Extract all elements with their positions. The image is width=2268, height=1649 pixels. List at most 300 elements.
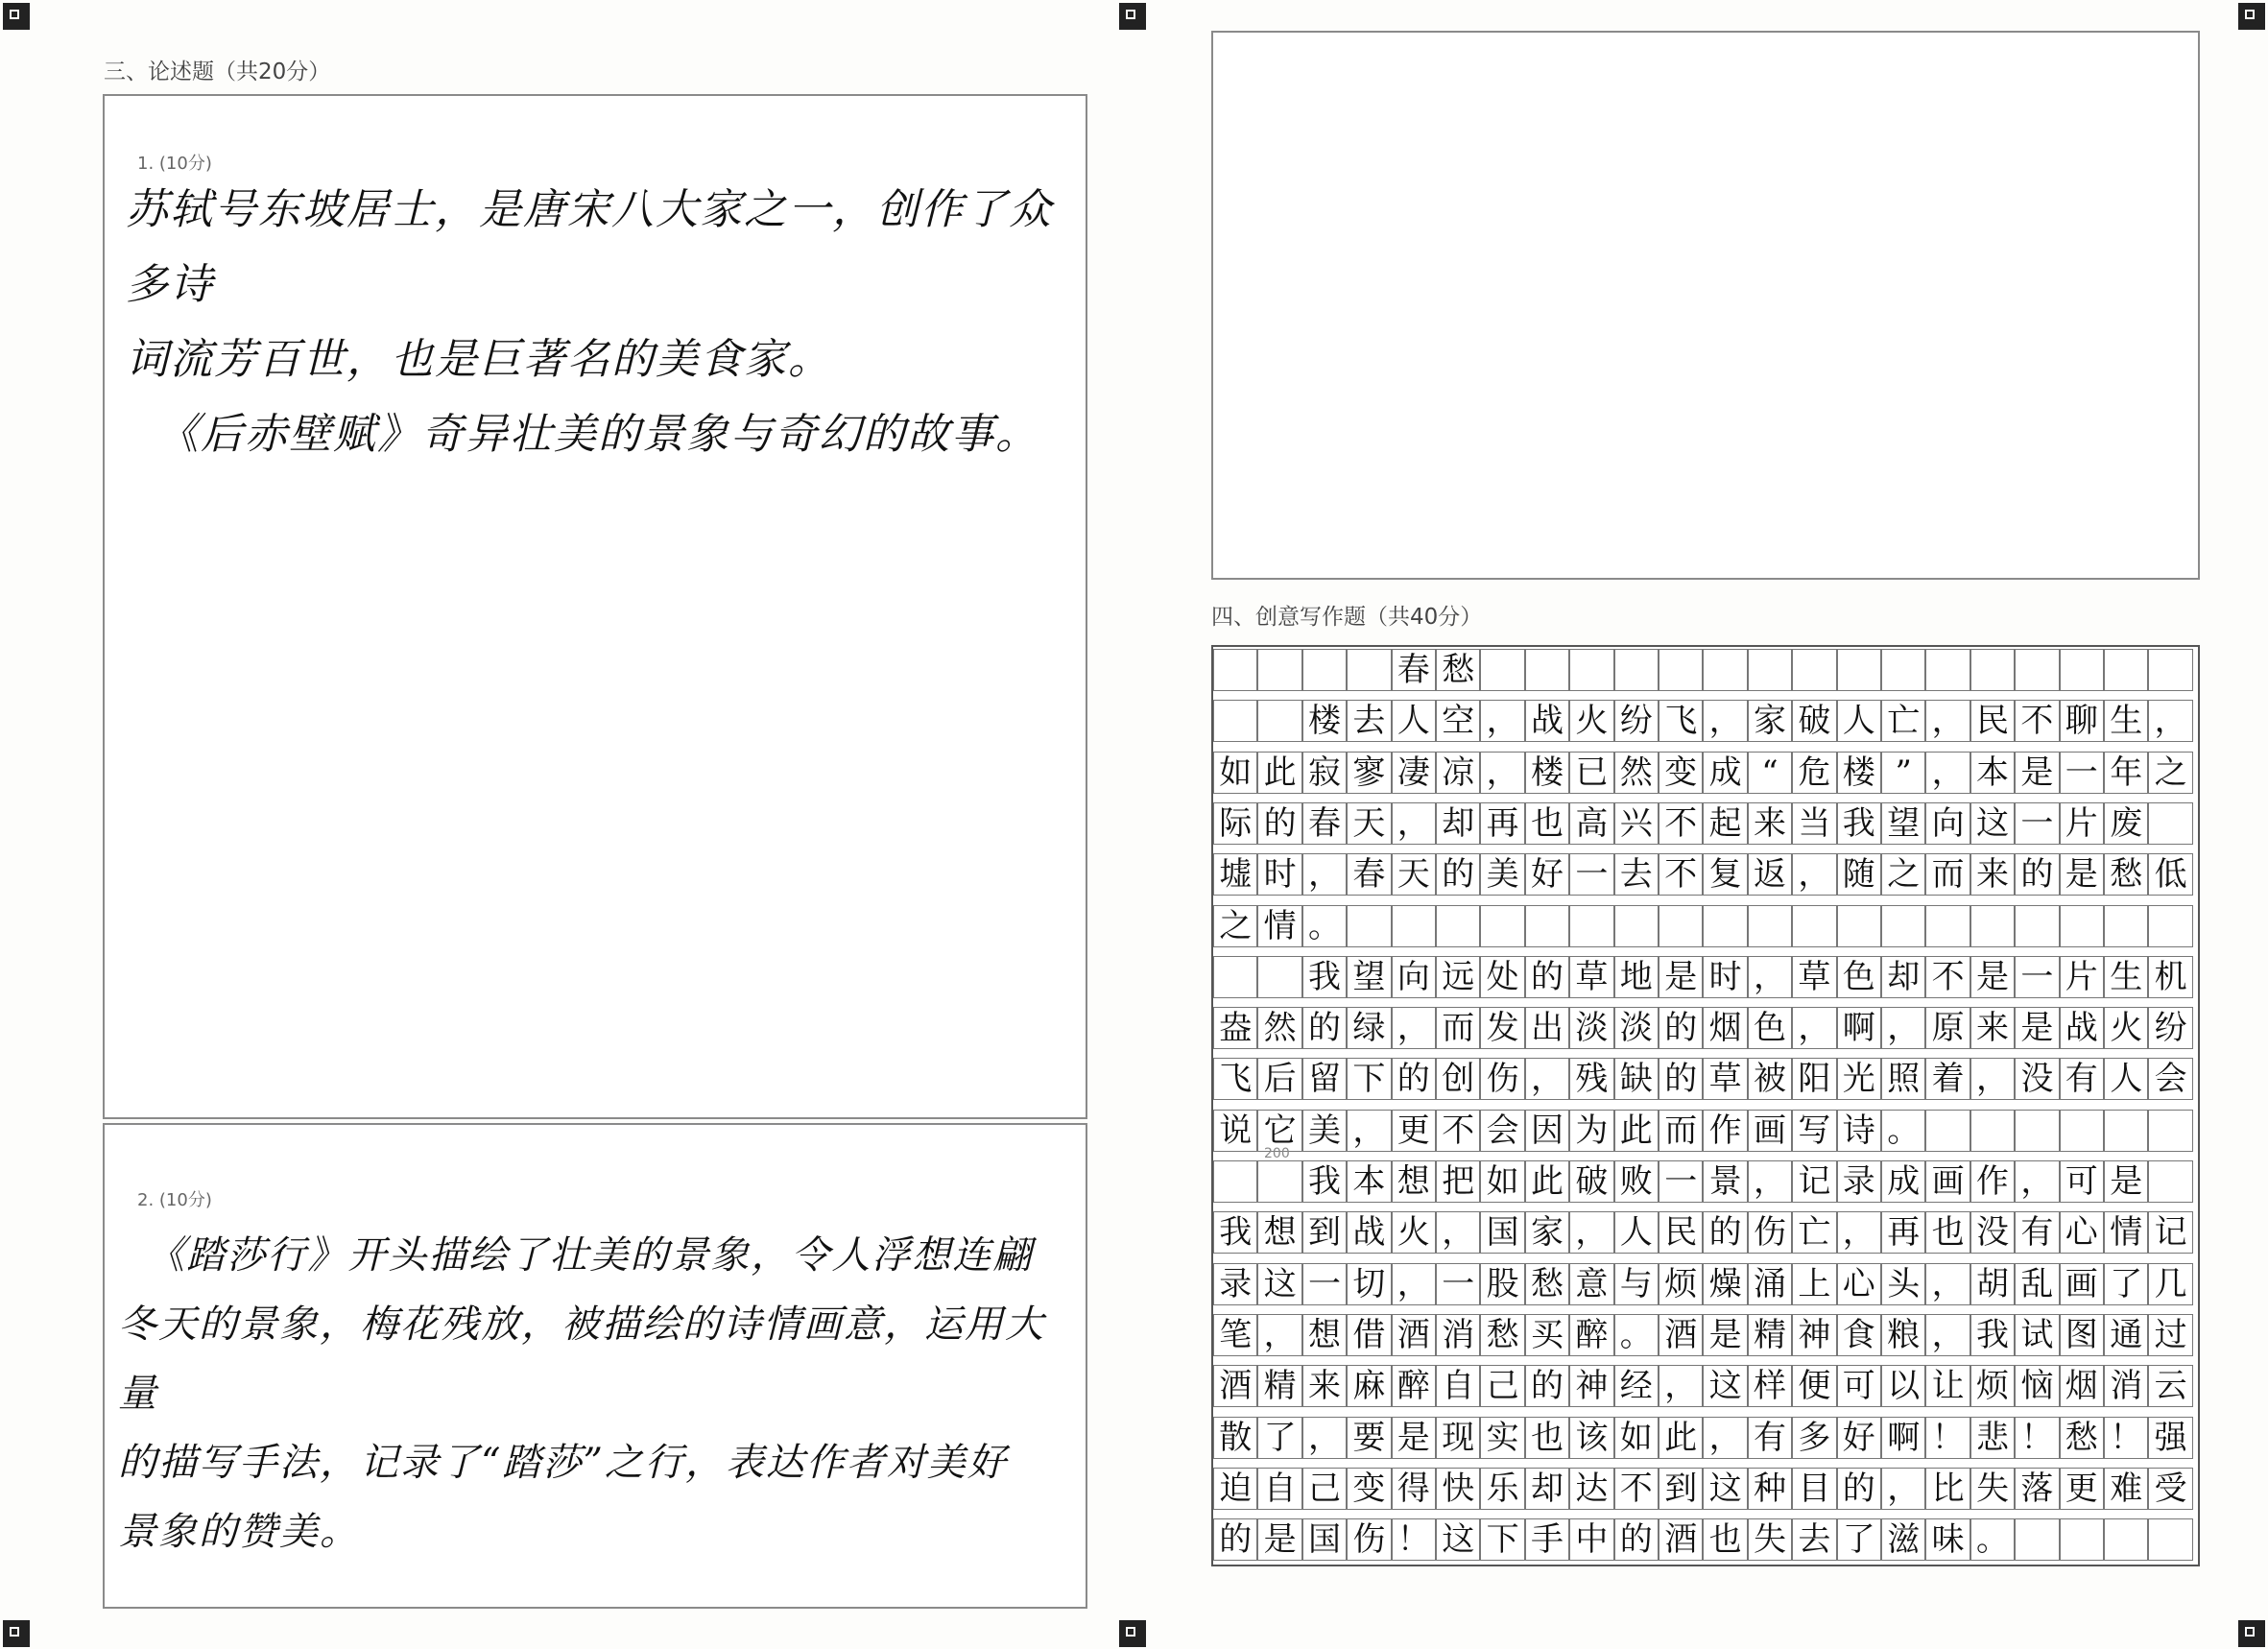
grid-cell: 伤 bbox=[1347, 1518, 1391, 1561]
grid-cell: 股 bbox=[1480, 1263, 1524, 1305]
grid-cell: 与 bbox=[1614, 1263, 1659, 1305]
grid-cell: 把 bbox=[1436, 1160, 1480, 1203]
grid-cell: 作 bbox=[1970, 1160, 2015, 1203]
grid-cell: 图 bbox=[2060, 1314, 2104, 1356]
grid-cell bbox=[1213, 956, 1257, 998]
grid-cell: 的 bbox=[1659, 1058, 1703, 1100]
answer-box-q2[interactable] bbox=[103, 1123, 1087, 1609]
grid-cell: 望 bbox=[1881, 802, 1925, 845]
grid-cell: ， bbox=[1480, 700, 1524, 742]
grid-cell: 经 bbox=[1614, 1365, 1659, 1407]
grid-cell: 好 bbox=[1837, 1417, 1881, 1459]
continuation-answer-box[interactable] bbox=[1211, 31, 2200, 580]
grid-cell: 人 bbox=[2104, 1058, 2148, 1100]
grid-cell: 而 bbox=[1925, 853, 1970, 896]
grid-cell: 草 bbox=[1569, 956, 1613, 998]
grid-cell: 记 bbox=[1792, 1160, 1836, 1203]
grid-cell: 心 bbox=[1837, 1263, 1881, 1305]
grid-cell bbox=[1837, 905, 1881, 947]
grid-cell: 火 bbox=[1392, 1211, 1436, 1254]
grid-cell: 国 bbox=[1480, 1211, 1524, 1254]
grid-cell: 快 bbox=[1436, 1468, 1480, 1510]
grid-cell: 春 bbox=[1302, 802, 1347, 845]
grid-cell: 不 bbox=[1436, 1110, 1480, 1152]
grid-cell: 不 bbox=[1659, 853, 1703, 896]
grid-cell: 不 bbox=[1925, 956, 1970, 998]
grid-cell: 然 bbox=[1614, 752, 1659, 794]
grid-cell: 己 bbox=[1480, 1365, 1524, 1407]
grid-cell: ， bbox=[1347, 1110, 1391, 1152]
grid-cell: 的 bbox=[1525, 1365, 1569, 1407]
grid-cell bbox=[2015, 905, 2059, 947]
grid-cell: 酒 bbox=[1213, 1365, 1257, 1407]
grid-cell: 本 bbox=[1347, 1160, 1391, 1203]
grid-cell: 是 bbox=[2015, 752, 2059, 794]
grid-cell: 凄 bbox=[1392, 752, 1436, 794]
grid-cell: 家 bbox=[1525, 1211, 1569, 1254]
grid-cell: 原 bbox=[1925, 1007, 1970, 1049]
grid-cell: ， bbox=[1703, 700, 1747, 742]
grid-cell: 散 bbox=[1213, 1417, 1257, 1459]
grid-cell: 作 bbox=[1703, 1110, 1747, 1152]
grid-cell: 切 bbox=[1347, 1263, 1391, 1305]
grid-cell: 样 bbox=[1748, 1365, 1792, 1407]
grid-cell: 一 bbox=[1569, 853, 1613, 896]
grid-cell: 春 bbox=[1392, 649, 1436, 691]
grid-cell: 自 bbox=[1257, 1468, 1301, 1510]
grid-cell: 一 bbox=[2015, 802, 2059, 845]
grid-cell: 处 bbox=[1480, 956, 1524, 998]
grid-cell: 这 bbox=[1703, 1365, 1747, 1407]
grid-cell bbox=[1925, 905, 1970, 947]
grid-cell bbox=[2148, 1110, 2192, 1152]
grid-cell bbox=[1213, 1160, 1257, 1203]
grid-cell: 伤 bbox=[1480, 1058, 1524, 1100]
grid-row bbox=[1213, 752, 2198, 802]
grid-cell: 强 bbox=[2148, 1417, 2192, 1459]
grid-cell: 的 bbox=[1213, 1518, 1257, 1561]
grid-cell: ！ bbox=[2104, 1417, 2148, 1459]
grid-cell bbox=[1970, 1110, 2015, 1152]
grid-row bbox=[1213, 649, 2198, 700]
grid-cell: 更 bbox=[1392, 1110, 1436, 1152]
grid-row bbox=[1213, 1110, 2198, 1160]
grid-cell: 这 bbox=[1257, 1263, 1301, 1305]
grid-cell: 起 bbox=[1703, 802, 1747, 845]
grid-cell: 再 bbox=[1881, 1211, 1925, 1254]
grid-cell: 发 bbox=[1480, 1007, 1524, 1049]
grid-row bbox=[1213, 956, 2198, 1007]
grid-cell: ， bbox=[1659, 1365, 1703, 1407]
grid-cell: ， bbox=[1881, 1468, 1925, 1510]
grid-cell: 楼 bbox=[1837, 752, 1881, 794]
grid-cell bbox=[1659, 649, 1703, 691]
grid-cell: 本 bbox=[1970, 752, 2015, 794]
grid-cell: 的 bbox=[1614, 1518, 1659, 1561]
grid-row bbox=[1213, 1007, 2198, 1058]
grid-cell: 远 bbox=[1436, 956, 1480, 998]
grid-cell: 难 bbox=[2104, 1468, 2148, 1510]
grid-row bbox=[1213, 1518, 2198, 1569]
grid-cell: 却 bbox=[1525, 1468, 1569, 1510]
grid-cell: 是 bbox=[1659, 956, 1703, 998]
grid-cell: ， bbox=[1792, 853, 1836, 896]
corner-marker bbox=[1119, 3, 1146, 30]
grid-cell bbox=[1302, 649, 1347, 691]
grid-cell bbox=[1525, 905, 1569, 947]
grid-cell: 却 bbox=[1881, 956, 1925, 998]
grid-cell: 醉 bbox=[1569, 1314, 1613, 1356]
grid-cell: 精 bbox=[1257, 1365, 1301, 1407]
grid-cell: 是 bbox=[1257, 1518, 1301, 1561]
corner-marker bbox=[1119, 1620, 1146, 1647]
grid-cell: 。 bbox=[1970, 1518, 2015, 1561]
grid-cell: 手 bbox=[1525, 1518, 1569, 1561]
grid-cell: 来 bbox=[1970, 1007, 2015, 1049]
grid-cell: 情 bbox=[1257, 905, 1301, 947]
grid-cell: 变 bbox=[1347, 1468, 1391, 1510]
grid-cell: 了 bbox=[1837, 1518, 1881, 1561]
grid-cell: 通 bbox=[2104, 1314, 2148, 1356]
grid-cell: 来 bbox=[1970, 853, 2015, 896]
grid-cell: 烟 bbox=[2060, 1365, 2104, 1407]
grid-cell: 愁 bbox=[2104, 853, 2148, 896]
grid-cell bbox=[1436, 905, 1480, 947]
grid-cell: 破 bbox=[1569, 1160, 1613, 1203]
grid-cell bbox=[2148, 802, 2192, 845]
grid-cell: 几 bbox=[2148, 1263, 2192, 1305]
grid-cell: 楼 bbox=[1525, 752, 1569, 794]
grid-cell: 它 bbox=[1257, 1110, 1301, 1152]
grid-cell: 兴 bbox=[1614, 802, 1659, 845]
grid-cell: 飞 bbox=[1213, 1058, 1257, 1100]
grid-cell: 迫 bbox=[1213, 1468, 1257, 1510]
grid-cell: 恼 bbox=[2015, 1365, 2059, 1407]
grid-cell: 。 bbox=[1881, 1110, 1925, 1152]
grid-row bbox=[1213, 1058, 2198, 1109]
grid-cell: 。 bbox=[1614, 1314, 1659, 1356]
grid-cell: 草 bbox=[1792, 956, 1836, 998]
grid-cell: 如 bbox=[1213, 752, 1257, 794]
grid-cell: ， bbox=[1703, 1417, 1747, 1459]
grid-cell: 情 bbox=[2104, 1211, 2148, 1254]
grid-cell: 烦 bbox=[1970, 1365, 2015, 1407]
grid-cell bbox=[2148, 1160, 2192, 1203]
grid-cell: 中 bbox=[1569, 1518, 1613, 1561]
grid-cell: 却 bbox=[1436, 802, 1480, 845]
grid-cell: 返 bbox=[1748, 853, 1792, 896]
grid-cell bbox=[2104, 1518, 2148, 1561]
grid-cell: 此 bbox=[1257, 752, 1301, 794]
grid-cell: 不 bbox=[1614, 1468, 1659, 1510]
grid-cell: 受 bbox=[2148, 1468, 2192, 1510]
grid-cell: 可 bbox=[2060, 1160, 2104, 1203]
grid-cell: 不 bbox=[2015, 700, 2059, 742]
grid-cell: 是 bbox=[1970, 956, 2015, 998]
grid-cell: 。 bbox=[1302, 905, 1347, 947]
grid-cell: 盎 bbox=[1213, 1007, 1257, 1049]
grid-cell: 时 bbox=[1703, 956, 1747, 998]
grid-cell: 是 bbox=[1392, 1417, 1436, 1459]
grid-cell: 的 bbox=[1392, 1058, 1436, 1100]
grid-cell bbox=[1257, 649, 1301, 691]
grid-cell bbox=[1257, 1160, 1301, 1203]
grid-cell: 也 bbox=[1525, 802, 1569, 845]
grid-cell: 天 bbox=[1392, 853, 1436, 896]
grid-cell: 画 bbox=[1925, 1160, 1970, 1203]
grid-cell: 没 bbox=[1970, 1211, 2015, 1254]
grid-cell: 战 bbox=[1347, 1211, 1391, 1254]
grid-cell: 了 bbox=[1257, 1417, 1301, 1459]
grid-cell: 败 bbox=[1614, 1160, 1659, 1203]
grid-cell: 自 bbox=[1436, 1365, 1480, 1407]
grid-cell: 随 bbox=[1837, 853, 1881, 896]
grid-cell bbox=[1970, 649, 2015, 691]
grid-row bbox=[1213, 1365, 2198, 1416]
grid-cell: 这 bbox=[1436, 1518, 1480, 1561]
grid-cell: 消 bbox=[2104, 1365, 2148, 1407]
grid-cell: 而 bbox=[1659, 1110, 1703, 1152]
grid-cell: ， bbox=[1392, 802, 1436, 845]
grid-cell: ， bbox=[1970, 1058, 2015, 1100]
grid-cell bbox=[1925, 649, 1970, 691]
grid-cell: 落 bbox=[2015, 1468, 2059, 1510]
grid-row bbox=[1213, 1314, 2198, 1365]
corner-marker bbox=[2238, 1620, 2265, 1647]
grid-cell: 我 bbox=[1837, 802, 1881, 845]
grid-cell: 来 bbox=[1302, 1365, 1347, 1407]
grid-cell: 一 bbox=[2015, 956, 2059, 998]
grid-cell: 我 bbox=[1970, 1314, 2015, 1356]
grid-cell: 味 bbox=[1925, 1518, 1970, 1561]
grid-cell: 也 bbox=[1925, 1211, 1970, 1254]
grid-cell: 神 bbox=[1792, 1314, 1836, 1356]
grid-cell: 到 bbox=[1302, 1211, 1347, 1254]
grid-cell: 民 bbox=[1970, 700, 2015, 742]
grid-cell: 达 bbox=[1569, 1468, 1613, 1510]
grid-cell: 有 bbox=[2015, 1211, 2059, 1254]
grid-cell: 春 bbox=[1347, 853, 1391, 896]
grid-cell: 一 bbox=[1436, 1263, 1480, 1305]
grid-row bbox=[1213, 905, 2198, 956]
grid-cell: 滋 bbox=[1881, 1518, 1925, 1561]
grid-cell: 破 bbox=[1792, 700, 1836, 742]
grid-cell: 酒 bbox=[1392, 1314, 1436, 1356]
grid-cell bbox=[1837, 649, 1881, 691]
grid-cell: 实 bbox=[1480, 1417, 1524, 1459]
grid-cell: 凉 bbox=[1436, 752, 1480, 794]
grid-cell: ， bbox=[1525, 1058, 1569, 1100]
grid-cell: 纷 bbox=[2148, 1007, 2192, 1049]
grid-cell: 愁 bbox=[1480, 1314, 1524, 1356]
grid-cell: 美 bbox=[1480, 853, 1524, 896]
grid-cell bbox=[2104, 1110, 2148, 1152]
grid-cell bbox=[1925, 1110, 1970, 1152]
grid-cell: 愁 bbox=[2060, 1417, 2104, 1459]
grid-cell: 战 bbox=[1525, 700, 1569, 742]
grid-row bbox=[1213, 1211, 2198, 1262]
grid-cell: 录 bbox=[1837, 1160, 1881, 1203]
grid-cell: 如 bbox=[1614, 1417, 1659, 1459]
grid-cell: 飞 bbox=[1659, 700, 1703, 742]
grid-cell: 美 bbox=[1302, 1110, 1347, 1152]
grid-cell: 出 bbox=[1525, 1007, 1569, 1049]
grid-cell: 地 bbox=[1614, 956, 1659, 998]
grid-cell bbox=[1525, 649, 1569, 691]
grid-cell bbox=[1703, 905, 1747, 947]
grid-cell: 愁 bbox=[1436, 649, 1480, 691]
grid-cell: 淡 bbox=[1614, 1007, 1659, 1049]
grid-cell: ！ bbox=[2015, 1417, 2059, 1459]
grid-cell: 当 bbox=[1792, 802, 1836, 845]
grid-cell: 聊 bbox=[2060, 700, 2104, 742]
grid-cell bbox=[2015, 649, 2059, 691]
grid-cell bbox=[1703, 649, 1747, 691]
grid-cell: ！ bbox=[1925, 1417, 1970, 1459]
grid-cell bbox=[1881, 905, 1925, 947]
grid-cell: 消 bbox=[1436, 1314, 1480, 1356]
grid-cell: 会 bbox=[2148, 1058, 2192, 1100]
grid-cell: 我 bbox=[1213, 1211, 1257, 1254]
grid-cell: 会 bbox=[1480, 1110, 1524, 1152]
grid-cell: 我 bbox=[1302, 1160, 1347, 1203]
grid-cell bbox=[1569, 649, 1613, 691]
grid-cell: 时 bbox=[1257, 853, 1301, 896]
grid-cell: 说 bbox=[1213, 1110, 1257, 1152]
grid-cell: 该 bbox=[1569, 1417, 1613, 1459]
grid-cell bbox=[2060, 1110, 2104, 1152]
grid-cell: 过 bbox=[2148, 1314, 2192, 1356]
corner-marker bbox=[3, 1620, 30, 1647]
grid-cell: ， bbox=[1302, 1417, 1347, 1459]
grid-cell: 好 bbox=[1525, 853, 1569, 896]
grid-cell: 火 bbox=[2104, 1007, 2148, 1049]
grid-cell: 的 bbox=[1436, 853, 1480, 896]
grid-cell: ， bbox=[1392, 1007, 1436, 1049]
grid-cell: ， bbox=[1881, 1007, 1925, 1049]
grid-cell: 现 bbox=[1436, 1417, 1480, 1459]
grid-cell: 可 bbox=[1837, 1365, 1881, 1407]
grid-cell: 画 bbox=[2060, 1263, 2104, 1305]
grid-cell: 的 bbox=[1257, 802, 1301, 845]
grid-cell: ， bbox=[1302, 853, 1347, 896]
grid-cell bbox=[1614, 649, 1659, 691]
grid-cell: 墟 bbox=[1213, 853, 1257, 896]
section-4-title: 四、创意写作题（共40分） bbox=[1211, 605, 1483, 630]
grid-cell: 此 bbox=[1659, 1417, 1703, 1459]
grid-row bbox=[1213, 1417, 2198, 1468]
grid-cell bbox=[1970, 905, 2015, 947]
section-3-title: 三、论述题（共20分） bbox=[104, 60, 331, 84]
grid-cell: ， bbox=[1392, 1263, 1436, 1305]
grid-cell: 诗 bbox=[1837, 1110, 1881, 1152]
grid-cell: 想 bbox=[1302, 1314, 1347, 1356]
grid-cell: ， bbox=[1925, 1314, 1970, 1356]
grid-cell: 头 bbox=[1881, 1263, 1925, 1305]
grid-cell: 亡 bbox=[1792, 1211, 1836, 1254]
grid-cell: 啊 bbox=[1881, 1417, 1925, 1459]
grid-cell: 愁 bbox=[1525, 1263, 1569, 1305]
grid-cell: 写 bbox=[1792, 1110, 1836, 1152]
grid-cell: 望 bbox=[1347, 956, 1391, 998]
grid-cell: 胡 bbox=[1970, 1263, 2015, 1305]
grid-cell: 这 bbox=[1970, 802, 2015, 845]
grid-cell bbox=[1480, 905, 1524, 947]
grid-cell bbox=[1614, 905, 1659, 947]
grid-cell: 绿 bbox=[1347, 1007, 1391, 1049]
grid-cell: 有 bbox=[2060, 1058, 2104, 1100]
grid-cell: 照 bbox=[1881, 1058, 1925, 1100]
grid-cell bbox=[1792, 649, 1836, 691]
grid-cell: 人 bbox=[1392, 700, 1436, 742]
grid-cell bbox=[1257, 700, 1301, 742]
grid-cell bbox=[2015, 1518, 2059, 1561]
grid-cell: 如 bbox=[1480, 1160, 1524, 1203]
grid-cell: ， bbox=[1569, 1211, 1613, 1254]
grid-cell: 想 bbox=[1392, 1160, 1436, 1203]
grid-cell bbox=[1480, 649, 1524, 691]
grid-cell bbox=[2104, 905, 2148, 947]
grid-cell: ， bbox=[2148, 700, 2192, 742]
grid-cell bbox=[2060, 649, 2104, 691]
grid-cell bbox=[1257, 956, 1301, 998]
grid-cell: 去 bbox=[1614, 853, 1659, 896]
grid-cell: 买 bbox=[1525, 1314, 1569, 1356]
grid-cell: 去 bbox=[1347, 700, 1391, 742]
grid-cell: 是 bbox=[2104, 1160, 2148, 1203]
grid-cell: ， bbox=[1792, 1007, 1836, 1049]
grid-cell: ， bbox=[1925, 700, 1970, 742]
grid-cell: 色 bbox=[1748, 1007, 1792, 1049]
grid-cell bbox=[1213, 700, 1257, 742]
grid-cell: 更 bbox=[2060, 1468, 2104, 1510]
grid-cell bbox=[1748, 649, 1792, 691]
grid-cell: 亡 bbox=[1881, 700, 1925, 742]
grid-cell: ， bbox=[2015, 1160, 2059, 1203]
grid-cell: 创 bbox=[1436, 1058, 1480, 1100]
grid-cell: 伤 bbox=[1748, 1211, 1792, 1254]
grid-cell: 向 bbox=[1925, 802, 1970, 845]
answer-box-q1[interactable] bbox=[103, 94, 1087, 1119]
grid-cell bbox=[2104, 649, 2148, 691]
grid-cell: 目 bbox=[1792, 1468, 1836, 1510]
grid-cell: 失 bbox=[1970, 1468, 2015, 1510]
grid-cell: 让 bbox=[1925, 1365, 1970, 1407]
question-1-answer: 苏轼号东坡居士，是唐宋八大家之一，创作了众多诗 词流芳百世，也是巨著名的美食家。 《后赤壁赋》奇异壮美的景象与奇幻的故事。 bbox=[126, 185, 1053, 459]
grid-cell: 际 bbox=[1213, 802, 1257, 845]
grid-cell: 淡 bbox=[1569, 1007, 1613, 1049]
grid-cell: 也 bbox=[1703, 1518, 1747, 1561]
grid-cell bbox=[1792, 905, 1836, 947]
grid-cell: 人 bbox=[1837, 700, 1881, 742]
grid-cell: 生 bbox=[2104, 700, 2148, 742]
grid-cell: 为 bbox=[1569, 1110, 1613, 1152]
grid-cell: 的 bbox=[1659, 1007, 1703, 1049]
grid-cell: 意 bbox=[1569, 1263, 1613, 1305]
grid-cell bbox=[1881, 649, 1925, 691]
writing-grid[interactable] bbox=[1211, 645, 2200, 1566]
grid-cell: 乐 bbox=[1480, 1468, 1524, 1510]
grid-cell: 酒 bbox=[1659, 1518, 1703, 1561]
grid-cell bbox=[1213, 649, 1257, 691]
grid-cell: 成 bbox=[1881, 1160, 1925, 1203]
grid-row bbox=[1213, 802, 2198, 853]
grid-cell: 再 bbox=[1480, 802, 1524, 845]
grid-cell: 的 bbox=[1703, 1211, 1747, 1254]
grid-cell: 下 bbox=[1347, 1058, 1391, 1100]
grid-cell: 画 bbox=[1748, 1110, 1792, 1152]
grid-cell: 高 bbox=[1569, 802, 1613, 845]
